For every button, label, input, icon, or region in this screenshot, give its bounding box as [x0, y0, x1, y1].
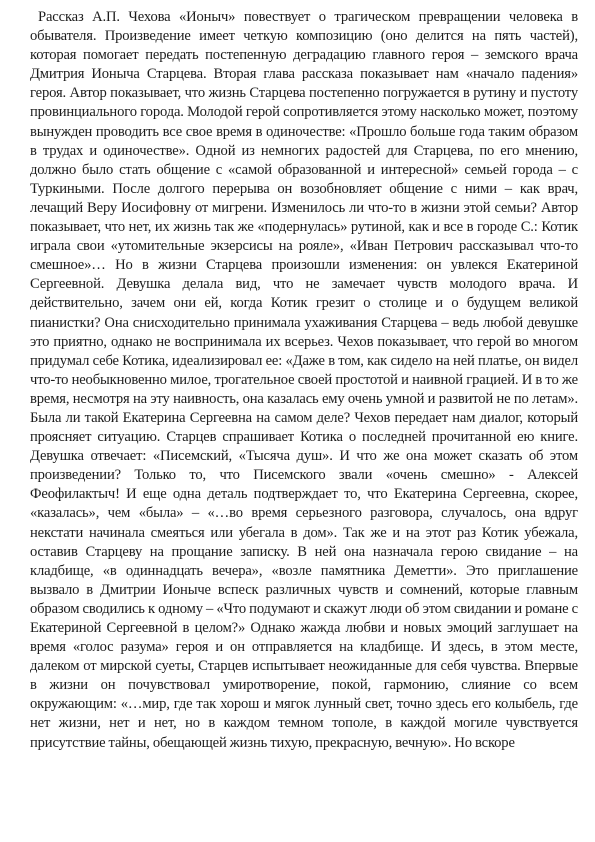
essay-body-text: Рассказ А.П. Чехова «Ионыч» повествует о трагическом превращении человека в обывателя. Произведение имеет четкую композицию (оно делится на пять частей), которая помогает передать постепенную деградацию главного героя – земского врача Дмитрия Ионыча Старцева. Вторая глава рассказа показывает нам «начало падения» героя. Автор показывает, что жизнь Старцева постепенно погружается в рутину и пустоту провинциального города. Молодой герой сопротивляется этому насколько может, поэтому вынужден проводить все свое время в одиночестве: «Прошло больше года таким образом в трудах и одиночестве». Одной из немногих радостей для Старцева, по его мнению, должно было стать общение с «самой образованной и интересной» семьей города – с Туркиными. После долгого перерыва он возобновляет общение с ними – как врач, лечащий Веру Иосифовну от мигрени. Изменилось ли что-то в жизни этой семьи? Автор показывает, что нет, их жизнь так же «подернулась» рутиной, как и все в городе С.: Котик играла свои «утомительные экзерсисы на рояле», «Иван Петрович рассказывал что-то смешное»… Но в жизни Старцева произошли изменения: он увлекся Екатериной Сергеевной. Девушка делала вид, что не замечает чувств молодого врача. И действительно, зачем они ей, когда Котик грезит о столице и о будущем великой пианистки? Она снисходительно принимала ухаживания Старцева – ведь любой девушке это приятно, однако не воспринимала их всерьез. Чехов показывает, что герой во многом придумал себе Котика, идеализировал ее: «Даже в том, как сидело на ней платье, он видел что-то необыкновенно милое, трогательное своей простотой и наивной грацией. И в то же время, несмотря на эту наивность, она казалась ему очень умной и развитой не по летам». Была ли такой Екатерина Сергеевна на самом деле? Чехов передает нам диалог, который проясняет ситуацию. Старцев спрашивает Котика о последней прочитанной ею книге. Девушка отвечает: «Писемский, «Тысяча душ». И что же она может сказать об этом произведении? Только то, что Писемского звали «очень смешно» - Алексей Феофилактыч! И еще одна деталь подтверждает то, что Екатерина Сергеевна, скорее, «казалась», чем «была» – «…во время серьезного разговора, случалось, она вдруг некстати начинала смеяться или убегала в дом». Так же и на этот раз Котик убежала, оставив Старцеву на прощание записку. В ней она назначала герою свидание – на кладбище, «в одиннадцать вечера», «возле памятника Деметти». Это приглашение вызвало в Дмитрии Ионыче вспеск различных чувств и сомнений, которые главным образом сводились к одному – «Что подумают и скажут люди об этом свидании и романе с Екатериной Сергеевной в целом?» Однако жажда любви и новых эмоций заглушает на время «голос разума» героя и он отправляется на кладбище. И здесь, в этом месте, далеком от мирской суеты, Старцев испытывает неожиданные для себя чувства. Впервые в жизни он почувствовал умиротворение, покой, гармонию, слияние со всем окружающим: «…мир, где так хорош и мягок лунный свет, точно здесь его колыбель, где нет жизни, нет и нет, но в каждом темном тополе, в каждой могиле чувствуется присутствие тайны, обещающей жизнь тихую, прекрасную, вечную». Но вскоре — [30, 9, 578, 751]
